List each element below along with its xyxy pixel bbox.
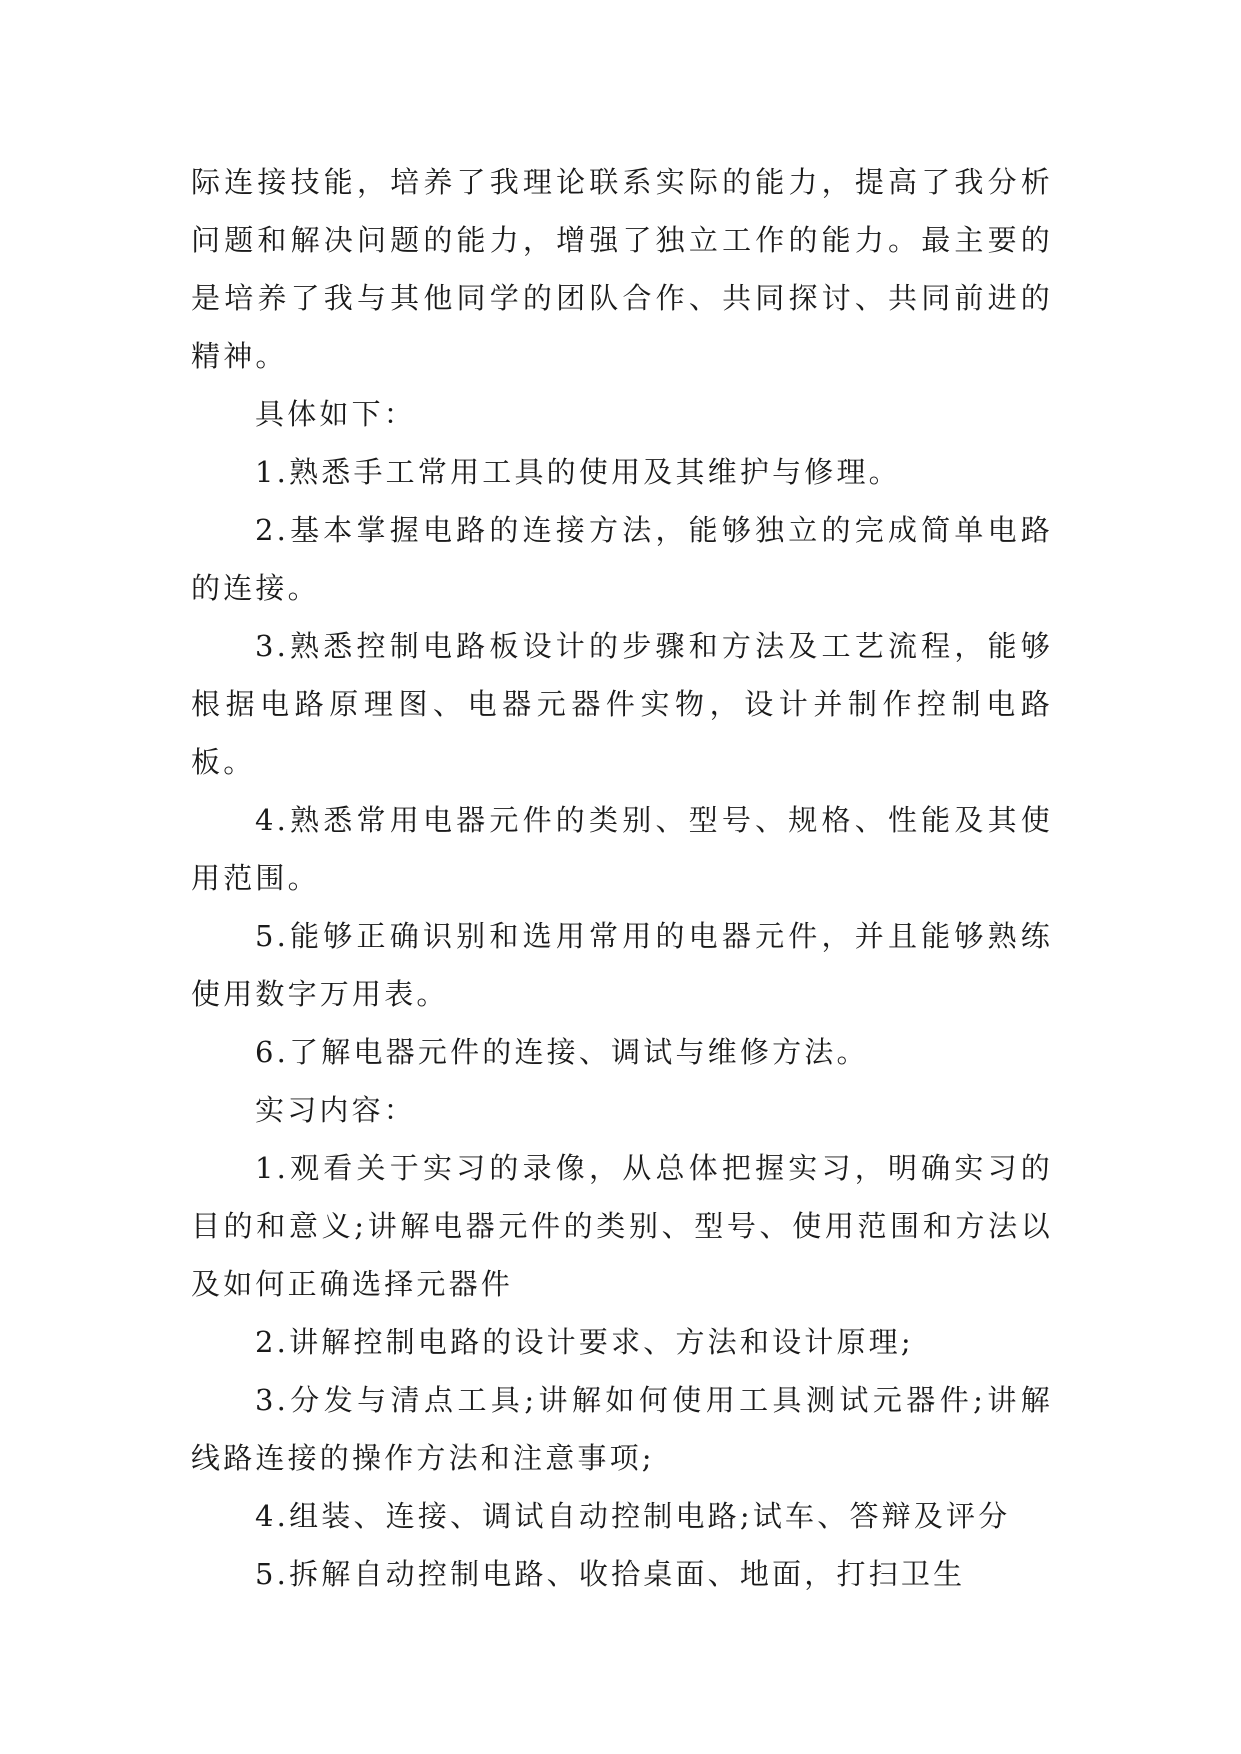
list-item: 2.讲解控制电路的设计要求、方法和设计原理; bbox=[255, 1325, 914, 1359]
list-item: 6.了解电器元件的连接、调试与维修方法。 bbox=[255, 1035, 869, 1069]
body-text bbox=[191, 153, 1053, 1603]
list-item: 1.观看关于实习的录像，从总体把握实习，明确实习的目的和意义;讲解电器元件的类别、型号、使用范围和方法以及如何正确选择元器件 bbox=[191, 1151, 1053, 1301]
list-item: 2.基本掌握电路的连接方法，能够独立的完成简单电路的连接。 bbox=[191, 513, 1053, 605]
section-heading: 具体如下： bbox=[255, 397, 417, 431]
list-item: 4.组装、连接、调试自动控制电路;试车、答辩及评分 bbox=[255, 1499, 1011, 1533]
section-heading: 实习内容： bbox=[255, 1093, 417, 1127]
paragraph: 际连接技能，培养了我理论联系实际的能力，提高了我分析问题和解决问题的能力，增强了独立工作的能力。最主要的是培养了我与其他同学的团队合作、共同探讨、共同前进的精神。 bbox=[191, 165, 1053, 373]
list-item: 1.熟悉手工常用工具的使用及其维护与修理。 bbox=[255, 455, 901, 489]
list-item: 4.熟悉常用电器元件的类别、型号、规格、性能及其使用范围。 bbox=[191, 803, 1053, 895]
list-item: 3.分发与清点工具;讲解如何使用工具测试元器件;讲解线路连接的操作方法和注意事项; bbox=[191, 1383, 1053, 1475]
list-item: 3.熟悉控制电路板设计的步骤和方法及工艺流程，能够根据电路原理图、电器元器件实物，设计并制作控制电路板。 bbox=[191, 629, 1053, 779]
list-item: 5.拆解自动控制电路、收拾桌面、地面，打扫卫生 bbox=[255, 1557, 966, 1591]
list-item: 5.能够正确识别和选用常用的电器元件，并且能够熟练使用数字万用表。 bbox=[191, 919, 1053, 1011]
